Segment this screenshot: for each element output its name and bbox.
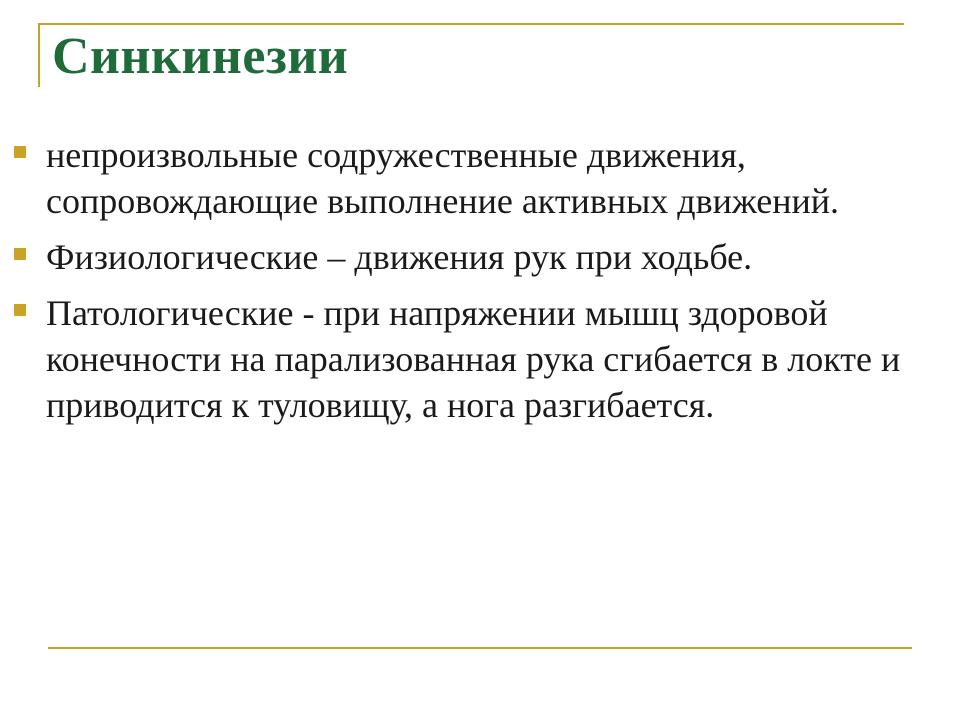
bullet-text: Патологические - при напряжении мышц здоровой конечности на парализованная рука сгибается в локте и приводится к туловищу, а нога разгибается. [46, 293, 901, 425]
top-divider [40, 23, 904, 25]
bullet-text: непроизвольные содружественные движения, сопровождающие выполнение активных движений. [46, 135, 840, 221]
square-bullet-icon [14, 146, 26, 158]
square-bullet-icon [14, 248, 26, 260]
bullet-list [14, 132, 914, 438]
bottom-divider [48, 647, 912, 649]
bullet-item [14, 132, 914, 224]
square-bullet-icon [14, 304, 26, 316]
bullet-item [14, 234, 914, 280]
bullet-text: Физиологические – движения рук при ходьбе. [46, 237, 753, 277]
title-accent-bar [38, 23, 40, 87]
slide-title: Синкинезии [52, 28, 349, 85]
bullet-item [14, 290, 914, 428]
